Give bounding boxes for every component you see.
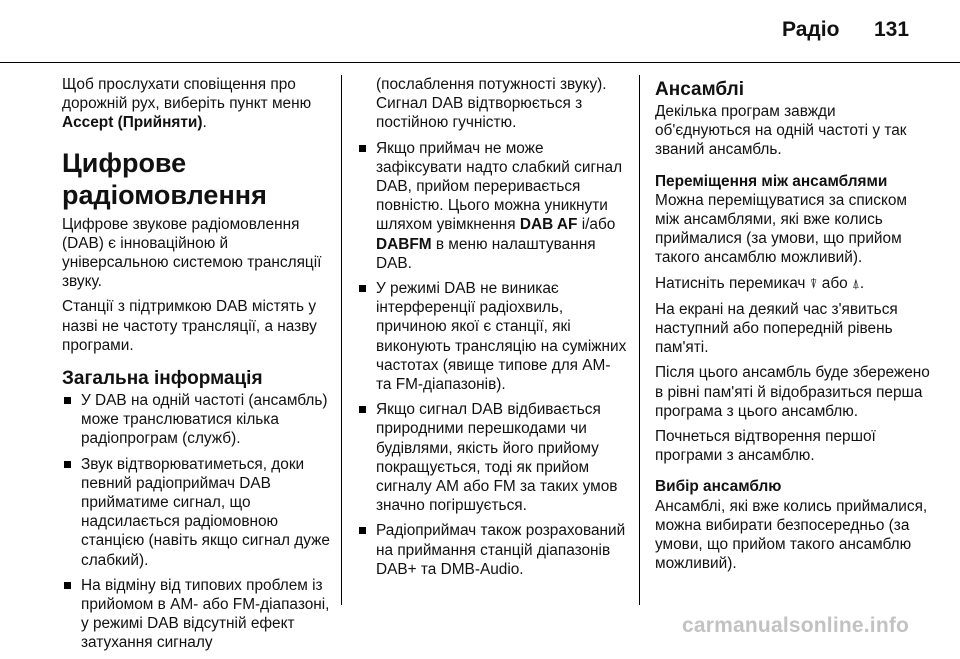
column-divider [341, 75, 342, 605]
bullet-icon [64, 461, 71, 468]
column-1 [62, 75, 332, 659]
list-item-continuation: (послаблення потужності звуку). Сигнал DAB відтворюється з постійною гучністю. [376, 76, 607, 132]
column-divider [639, 75, 640, 605]
bullet-list [62, 391, 332, 653]
list-item: На відміну від типових проблем із прийомом в АМ- або FM-діапазоні, у режимі DAB відсутній ефект затухання сигналу [62, 576, 332, 653]
paragraph: Декілька програм завжди об'єднуються на одній частоті у так званий ансамбль. [655, 103, 907, 159]
bullet-icon [64, 582, 71, 589]
bullet-list [357, 139, 629, 579]
list-item: Звук відтворюватиметься, доки певний радіоприймач DAB прийматиме сигнал, що надсилається радіомовною станцією (навіть якщо сигнал дуже слабкий). [62, 455, 332, 570]
watermark: carmanualsonline.info [682, 614, 910, 637]
bullet-icon [359, 527, 366, 534]
column-2 [357, 75, 629, 585]
option-dab-af: DAB AF [519, 216, 578, 234]
subheading: Ансамблі [655, 79, 744, 100]
section-title: Радіо [782, 18, 840, 41]
bullet-icon [359, 285, 366, 292]
column-3 [655, 75, 933, 579]
page-header [0, 0, 960, 63]
list-item: Якщо приймач не може зафіксувати надто слабкий сигнал DAB, прийом переривається повністю. Цього можна уникнути шляхом увімкнення DAB AF і/або DABFM в меню налаштування DAB. [357, 139, 629, 273]
intro-paragraph: Щоб прослухати сповіщення про дорожній рух, виберіть пункт меню Accept (Прийняти). [62, 76, 312, 132]
section-heading: Цифрове радіомовлення [62, 147, 267, 210]
paragraph: На екрані на деякий час з'явиться наступний або попередній рівень пам'яті. [655, 300, 898, 357]
subheading: Загальна інформація [62, 368, 263, 390]
list-item: Якщо сигнал DAB відбивається природними перешкодами чи будівлями, якість його прийому покращується, тоді як прийом сигналу АМ або FM за таких умов значно погіршується. [357, 400, 629, 515]
paragraph: Натисніть перемикач ⍒ або ⍋. [655, 274, 865, 292]
paragraph: Після цього ансамбль буде збережено в рівні пам'яті й відобразиться перша програма з цього ансамблю. [655, 364, 930, 420]
list-item: У DAB на одній частоті (ансамбль) може транслюватися кілька радіопрограм (служб). [62, 391, 332, 449]
paragraph: Можна переміщуватися за списком між ансамблями, які вже колись приймалися (за умови, що прийом такого ансамблю можливий). [655, 191, 907, 267]
subheading: Вибір ансамблю [655, 478, 782, 496]
paragraph: Цифрове звукове радіомовлення (DAB) є інноваційною й універсальною системою трансляції звуку. [62, 215, 322, 291]
subheading: Переміщення між ансамблями [655, 172, 888, 190]
bullet-icon [359, 145, 366, 152]
page-number: 131 [874, 18, 910, 41]
option-dabfm: DABFM [376, 235, 432, 253]
bullet-icon [64, 397, 71, 404]
bullet-icon [359, 406, 366, 413]
seek-down-icon: ⍒ [809, 276, 818, 292]
seek-up-icon: ⍋ [852, 276, 860, 292]
paragraph: Ансамблі, які вже колись приймалися, можна вибирати безпосередньо (за умови, що прийом такого ансамблю можливий). [655, 497, 928, 573]
paragraph: Почнеться відтворення першої програми з ансамблю. [655, 428, 876, 465]
list-item: Радіоприймач також розрахований на приймання станцій діапазонів DAB+ та DMB-Audio. [357, 521, 629, 579]
paragraph: Станції з підтримкою DAB містять у назві не частоту трансляції, а назву програми. [62, 298, 317, 354]
list-item: У режимі DAB не виникає інтерференції радіохвиль, причиною якої є станції, які виконують трансляцію на суміжних частотах (явище типове для АМ- та FM-діапазонів). [357, 279, 629, 394]
menu-item-accept: Accept (Прийняти) [62, 114, 203, 132]
